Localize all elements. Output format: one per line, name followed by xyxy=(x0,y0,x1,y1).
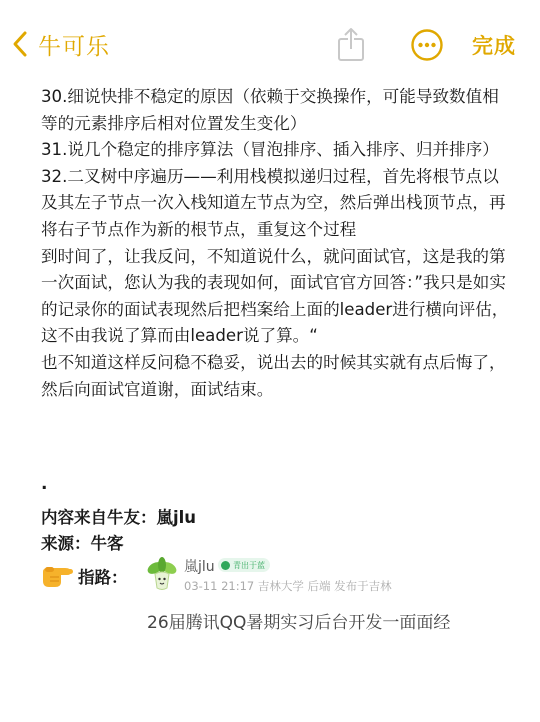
badge-icon xyxy=(221,561,230,570)
top-navigation-bar xyxy=(0,0,540,82)
note-paragraph: 31.说几个稳定的排序算法（冒泡排序、插入排序、归并排序） xyxy=(41,140,499,160)
source-friend-line: 内容来自牛友：嵐jlu xyxy=(41,508,197,527)
post-meta: 03-11 21:17 吉林大学 后端 发布于吉林 xyxy=(184,579,392,593)
level-badge xyxy=(218,558,270,572)
chevron-left-icon xyxy=(10,29,32,59)
avatar[interactable] xyxy=(145,556,179,592)
note-paragraph: 到时间了，让我反问，不知道说什么，就问面试官，这是我的第一次面试，您认为我的表现如何，面试官官方回答：”我只是如实的记录你的面试表现然后把档案给上面的leader进行横向评估，这不由我说了算而由leader说了算。“ xyxy=(41,246,509,346)
note-body[interactable] xyxy=(41,84,511,403)
linked-post-title[interactable]: 26届腾讯QQ暑期实习后台开发一面面经 xyxy=(147,613,451,633)
pointing-hand-icon xyxy=(41,560,75,590)
done-button[interactable]: 完成 xyxy=(472,34,516,58)
author-name[interactable]: 嵐jlu xyxy=(184,559,215,575)
note-paragraph: 也不知道这样反问稳不稳妥，说出去的时候其实就有点后悔了，然后向面试官道谢，面试结束。 xyxy=(41,352,506,399)
badge-label: 青出于蓝 xyxy=(233,560,265,570)
back-label: 牛可乐 xyxy=(38,33,110,60)
separator-dot: . xyxy=(41,474,48,494)
pointer-label: 指路： xyxy=(78,568,128,587)
share-icon[interactable] xyxy=(336,26,366,62)
note-paragraph: 30.细说快排不稳定的原因（依赖于交换操作，可能导致数值相等的元素排序后相对位置发生变化） xyxy=(41,87,499,133)
more-options-icon[interactable] xyxy=(410,28,444,62)
back-button[interactable] xyxy=(10,26,110,62)
note-paragraph: 32.二叉树中序遍历——利用栈模拟递归过程，首先将根节点以及其左子节点一次入栈知道左节点为空，然后弹出栈顶节点，再将右子节点作为新的根节点，重复这个过程 xyxy=(41,166,506,239)
source-line: 来源：牛客 xyxy=(41,534,124,553)
